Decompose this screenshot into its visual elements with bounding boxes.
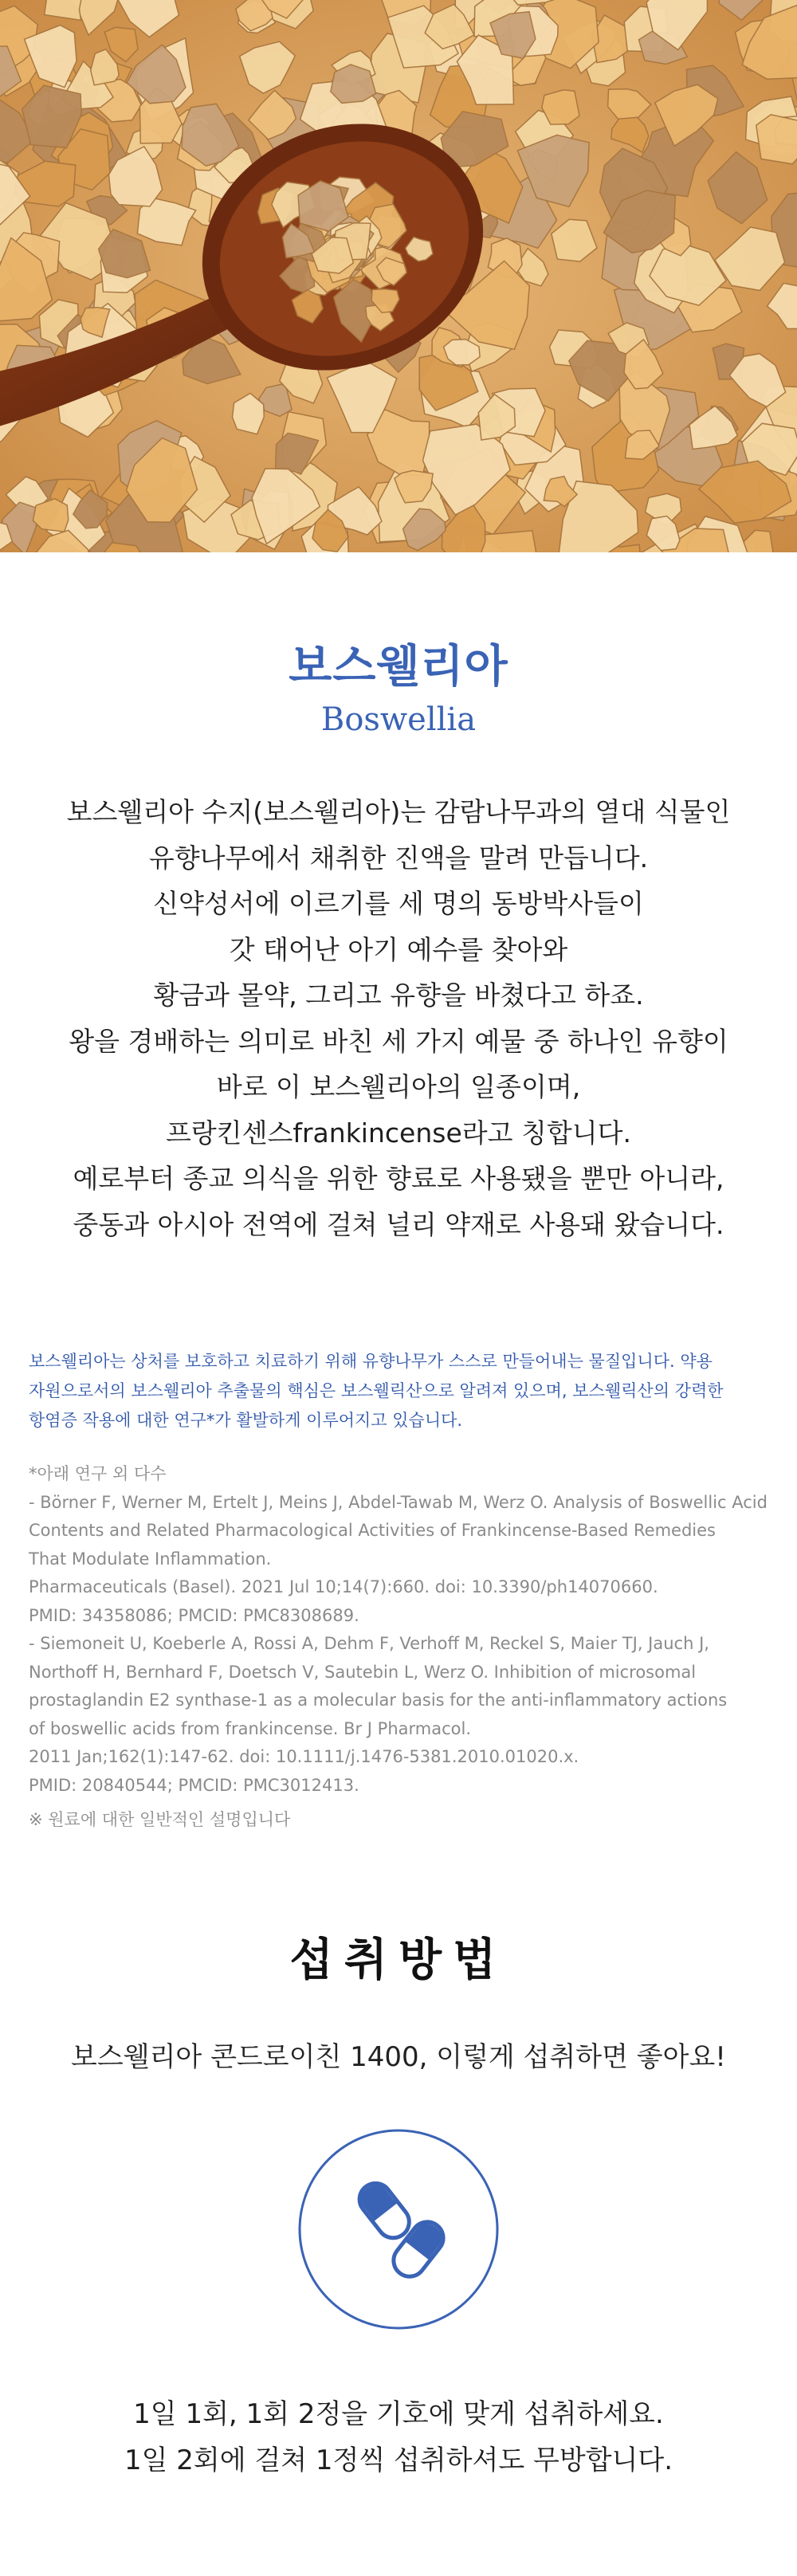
reference-line: of boswellic acids from frankincense. Br J Pharmacol. (29, 1718, 472, 1738)
description-line: 갓 태어난 아기 예수를 찾아와 (229, 933, 568, 965)
description-line: 예로부터 종교 의식을 위한 향료로 사용됐을 뿐만 아니라, (73, 1163, 724, 1194)
description-line: 중동과 아시아 전역에 걸쳐 널리 약재로 사용돼 왔습니다. (73, 1208, 724, 1240)
reference-line: Contents and Related Pharmacological Activities of Frankincense-Based Remedies (29, 1521, 716, 1540)
notice-line: 보스웰리아는 상처를 보호하고 치료하기 위해 유향나무가 스스로 만들어내는 물질입니다. 약용 (29, 1352, 713, 1371)
description-line: 프랑킨센스frankincense라고 칭합니다. (165, 1117, 631, 1149)
reference-line: Northoff H, Bernhard F, Doetsch V, Sautebin L, Werz O. Inhibition of microsomal (29, 1662, 697, 1682)
boswellia-resin-wooden-spoon-photo (0, 0, 797, 552)
research-notice (29, 1347, 770, 1435)
description-line: 왕을 경배하는 의미로 바친 세 가지 예물 중 하나인 유향이 (69, 1025, 728, 1057)
how-to-take-title: 섭취방법 (289, 1934, 508, 1986)
reference-line: - Siemoneit U, Koeberle A, Rossi A, Dehm F, Verhoff M, Reckel S, Maier TJ, Jauch J, (29, 1634, 709, 1653)
dosage-line: 1일 1회, 1회 2정을 기호에 맞게 섭취하세요. (133, 2398, 664, 2430)
reference-line: *아래 연구 외 다수 (29, 1464, 167, 1483)
reference-line: prostaglandin E2 synthase-1 as a molecular basis for the anti-inflammatory actions (29, 1690, 728, 1710)
notice-line: 항염증 작용에 대한 연구*가 활발하게 이루어지고 있습니다. (29, 1411, 463, 1430)
notice-line: 자원으로서의 보스웰리아 추출물의 핵심은 보스웰릭산으로 알려져 있으며, 보스웰릭산의 강력한 (29, 1381, 724, 1400)
footnote: ※ 원료에 대한 일반적인 설명입니다 (29, 1810, 291, 1829)
hero-image (0, 0, 797, 552)
description-line: 유향나무에서 채취한 진액을 말려 만듭니다. (148, 842, 649, 874)
reference-line: 2011 Jan;162(1):147-62. doi: 10.1111/j.1476-5381.2010.01020.x. (29, 1747, 579, 1766)
reference-line: PMID: 34358086; PMCID: PMC8308689. (29, 1605, 359, 1625)
description-line: 바로 이 보스웰리아의 일종이며, (216, 1071, 581, 1102)
ingredient-title-en: Boswellia (320, 701, 477, 738)
dosage-instructions (0, 2391, 797, 2484)
description-line: 황금과 몰약, 그리고 유향을 바쳤다고 하죠. (153, 980, 644, 1011)
ingredient-title-ko: 보스웰리아 (289, 641, 508, 693)
description-line: 신약성서에 이르기를 세 명의 동방박사들이 (153, 888, 644, 919)
how-to-take-subtitle: 보스웰리아 콘드로이친 1400, 이렇게 섭취하면 좋아요! (71, 2041, 726, 2073)
capsule-pills-icon (297, 2128, 500, 2331)
reference-line: That Modulate Inflammation. (29, 1549, 272, 1569)
reference-line: Pharmaceuticals (Basel). 2021 Jul 10;14(7):660. doi: 10.3390/ph14070660. (29, 1577, 658, 1596)
ingredient-description (0, 789, 797, 1247)
reference-line: PMID: 20840544; PMCID: PMC3012413. (29, 1775, 359, 1795)
description-line: 보스웰리아 수지(보스웰리아)는 감람나무과의 열대 식물인 (66, 796, 731, 827)
dosage-line: 1일 2회에 걸쳐 1정씩 섭취하셔도 무방합니다. (124, 2444, 673, 2476)
reference-line: - Börner F, Werner M, Ertelt J, Meins J, Abdel-Tawab M, Werz O. Analysis of Boswellic Acid (29, 1492, 768, 1512)
references (29, 1460, 770, 1835)
